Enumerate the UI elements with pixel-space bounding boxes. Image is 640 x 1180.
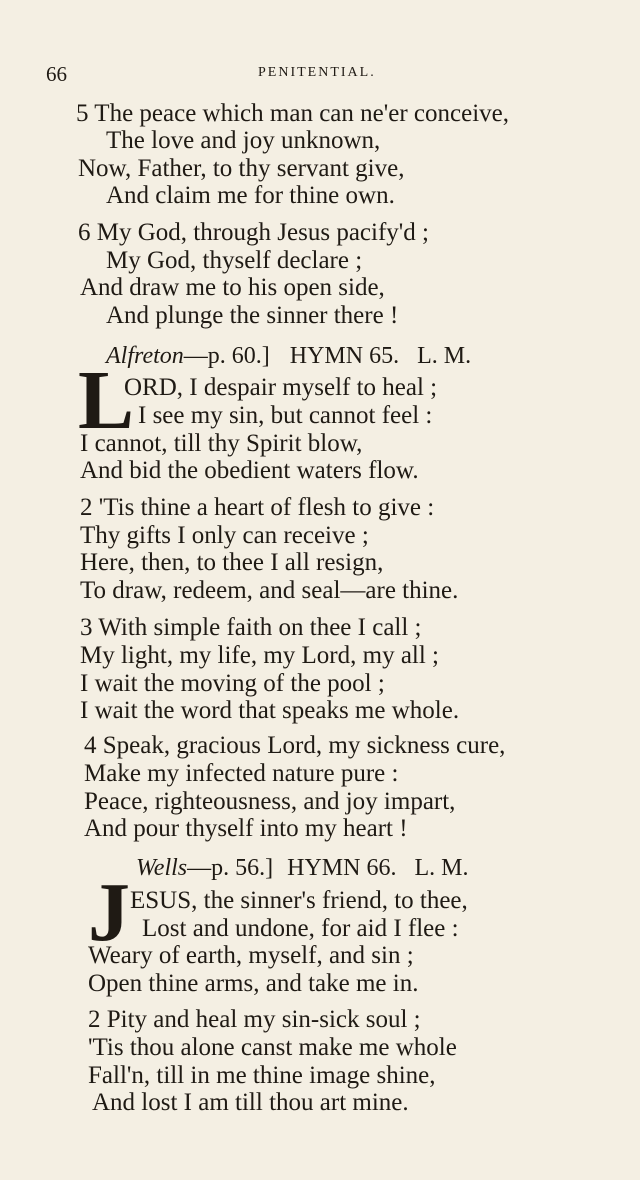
hymn-meter: L. M. bbox=[414, 855, 469, 881]
verse-line: And bid the obedient waters flow. bbox=[80, 457, 419, 484]
verse-line: To draw, redeem, and seal—are thine. bbox=[80, 577, 459, 604]
verse-line: And draw me to his open side, bbox=[80, 274, 385, 301]
verse-line: And claim me for thine own. bbox=[106, 182, 395, 209]
hymn-65-heading bbox=[106, 342, 471, 370]
verse-line: 3 With simple faith on thee I call ; bbox=[80, 614, 422, 641]
drop-cap-letter: J bbox=[88, 866, 130, 959]
hymn-number: HYMN 66. bbox=[287, 855, 397, 881]
verse-line: I cannot, till thy Spirit blow, bbox=[80, 430, 363, 457]
verse-line: And plunge the sinner there ! bbox=[106, 302, 399, 329]
verse-line: Peace, righteousness, and joy impart, bbox=[84, 788, 456, 815]
verse-line: Fall'n, till in me thine image shine, bbox=[88, 1062, 436, 1089]
verse-line: Open thine arms, and take me in. bbox=[88, 970, 419, 997]
verse-line: Lost and undone, for aid I flee : bbox=[142, 915, 459, 942]
tune-page-ref: —p. 56.] bbox=[187, 855, 274, 881]
verse-line: 5 The peace which man can ne'er conceive, bbox=[76, 100, 509, 127]
verse-line: 2 'Tis thine a heart of flesh to give : bbox=[80, 494, 435, 521]
verse-line: Thy gifts I only can receive ; bbox=[80, 522, 369, 549]
tune-page-ref: —p. 60.] bbox=[183, 343, 270, 369]
verse-line: The love and joy unknown, bbox=[106, 127, 381, 154]
tune-name: Wells bbox=[136, 855, 188, 881]
hymn-66-heading bbox=[136, 854, 468, 882]
running-head: PENITENTIAL. bbox=[258, 65, 376, 80]
verse-line: My God, thyself declare ; bbox=[106, 247, 363, 274]
verse-line: 4 Speak, gracious Lord, my sickness cure, bbox=[84, 732, 506, 759]
tune-name: Alfreton bbox=[106, 343, 184, 369]
page-number: 66 bbox=[46, 62, 67, 86]
verse-line: 6 My God, through Jesus pacify'd ; bbox=[78, 219, 430, 246]
verse-line: 2 Pity and heal my sin-sick soul ; bbox=[88, 1006, 421, 1033]
verse-line: Now, Father, to thy servant give, bbox=[78, 155, 405, 182]
verse-line: And lost I am till thou art mine. bbox=[92, 1089, 409, 1116]
verse-line: ORD, I despair myself to heal ; bbox=[124, 374, 438, 401]
verse-line: 'Tis thou alone canst make me whole bbox=[88, 1034, 457, 1061]
verse-line: Here, then, to thee I all resign, bbox=[80, 549, 384, 576]
verse-line: I see my sin, but cannot feel : bbox=[138, 402, 433, 429]
drop-cap-letter: L bbox=[78, 354, 135, 447]
hymn-number: HYMN 65. bbox=[289, 343, 400, 369]
verse-line: ESUS, the sinner's friend, to thee, bbox=[130, 887, 468, 914]
verse-line: I wait the moving of the pool ; bbox=[80, 670, 385, 697]
verse-line: And pour thyself into my heart ! bbox=[84, 815, 408, 842]
verse-line: My light, my life, my Lord, my all ; bbox=[80, 642, 439, 669]
verse-line: Weary of earth, myself, and sin ; bbox=[88, 942, 414, 969]
verse-line: Make my infected nature pure : bbox=[84, 760, 399, 787]
hymn-meter: L. M. bbox=[417, 343, 472, 369]
verse-line: I wait the word that speaks me whole. bbox=[80, 697, 460, 724]
